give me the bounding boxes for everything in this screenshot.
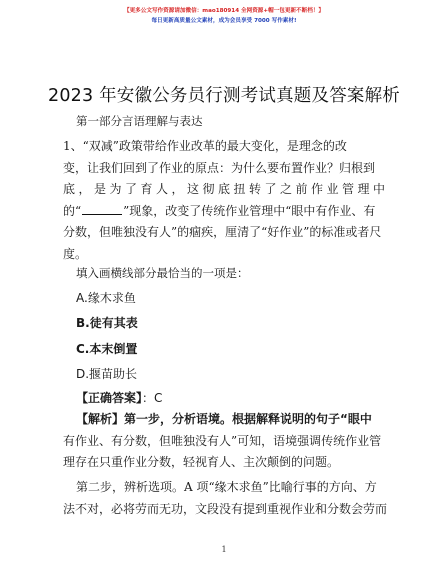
option-d: D.揠苗助长 (76, 367, 138, 381)
step2-paragraph (63, 477, 388, 520)
answer-value: ：C (142, 391, 163, 405)
fill-in-blank (82, 204, 122, 215)
step2-line: 法不对，必将劳而无功，文段没有提到重视作业和分数会劳而 (63, 501, 388, 516)
question-text: ”现象，改变了传统作业管理中“眼中有作业、有 (123, 203, 376, 218)
analysis-label: 【解析】第一步，分析语境。根据解释说明的句子“眼中 (76, 412, 372, 426)
question-line: 度。 (63, 246, 88, 261)
question-line: 分数，但唯独没有人”的痼疾，厘清了“好作业”的标准或者尺 (63, 225, 382, 239)
question-line-with-blank (63, 201, 385, 223)
option-b: B.徒有其表 (76, 316, 138, 330)
question-line: 底，是为了育人，这彻底扭转了之前作业管理中 (63, 182, 385, 196)
question-prompt: 填入画横线部分最恰当的一项是： (76, 266, 249, 280)
document-title: 2023 年安徽公务员行测考试真题及答案解析 (48, 86, 400, 106)
page-number: 1 (221, 545, 227, 554)
question-text: 的“ (63, 203, 82, 218)
option-c: C.本末倒置 (76, 342, 138, 356)
answer-label: 【正确答案】 (76, 391, 143, 405)
option-a: A.缘木求鱼 (76, 291, 136, 305)
analysis-line: 理存在只重作业分数，轻视育人、主次颠倒的问题。 (63, 455, 340, 469)
analysis-paragraph (63, 409, 385, 474)
section-heading: 第一部分言语理解与表达 (76, 114, 203, 128)
question-line: 变，让我们回到了作业的原点：为什么要布置作业？归根到 (63, 160, 376, 175)
promo-banner-line2: 每日更新高质量公文素材，成为会员享受 7000 写作素材! (151, 18, 297, 24)
question-stem (63, 136, 385, 265)
analysis-line: 有作业、有分数，但唯独没有人”可知，语境强调传统作业管 (63, 433, 382, 448)
correct-answer (76, 390, 162, 406)
step2-line: 第二步，辨析选项。A 项“缘木求鱼”比喻行事的方向、方 (76, 480, 377, 494)
promo-banner-line1: 【更多公文写作资源请加微信：mao180914 全网资源+帽一包更新不断档！】 (123, 8, 325, 14)
question-line: 1、“双减”政策带给作业改革的最大变化，是理念的改 (63, 139, 347, 153)
promo-banner (0, 6, 448, 26)
